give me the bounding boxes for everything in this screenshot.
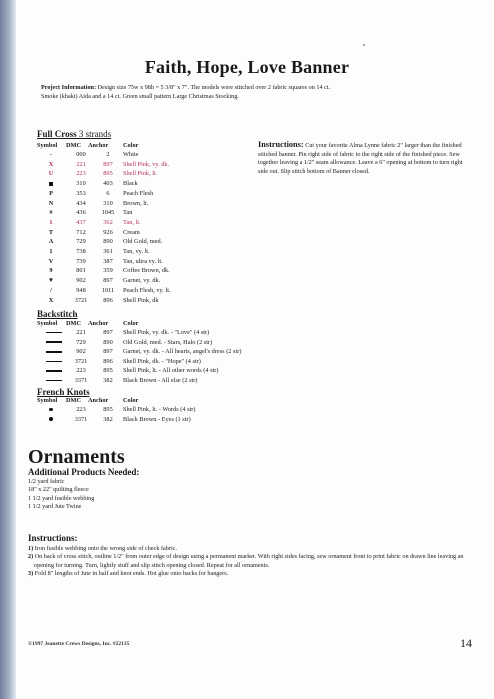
banner-instructions xyxy=(258,141,470,176)
additional-products-list xyxy=(28,478,94,512)
dmc-number: 223 xyxy=(76,406,86,413)
dmc-number: 729 xyxy=(76,238,86,246)
step-number: 1) xyxy=(28,545,34,552)
black-square-icon xyxy=(49,182,53,186)
stitch-symbol: P xyxy=(49,189,53,197)
ornament-instructions-steps xyxy=(28,545,468,579)
banner-instructions-label: Instructions: xyxy=(258,140,304,149)
backstitch-line-icon xyxy=(46,351,62,353)
stitch-symbol xyxy=(37,406,65,414)
anchor-number: 890 xyxy=(103,338,113,346)
additional-products-heading: Additional Products Needed: xyxy=(28,467,140,477)
color-name: Garnet, vy. dk. xyxy=(123,277,161,285)
anchor-number: 387 xyxy=(103,257,113,265)
backstitch-line-icon xyxy=(46,361,62,363)
anchor-number: 896 xyxy=(103,296,113,304)
stitch-symbol: 9 xyxy=(49,267,53,275)
column-header: Symbol xyxy=(37,142,58,149)
dmc-number: 3371 xyxy=(74,415,88,423)
dmc-number: 739 xyxy=(76,257,86,265)
dmc-number: 948 xyxy=(76,286,86,294)
color-name: Shell Pink, lt. xyxy=(123,170,158,178)
anchor-number: 895 xyxy=(103,406,113,413)
stitch-symbol xyxy=(37,377,65,385)
dmc-number: 902 xyxy=(76,277,86,285)
column-header: DMC xyxy=(66,397,82,404)
stitch-symbol: - xyxy=(49,151,53,158)
stitch-symbol: ▼ xyxy=(47,277,55,285)
step-number: 2) xyxy=(28,553,34,561)
color-name: Black xyxy=(123,180,138,188)
banner-instructions-text: Cut your favorite Alma Lynne fabric 2" larger than the finished stitched banner. Pin right side of fabric to the right side of the finished piece. Sew together leaving a 1/2" seam allowance. Leave a 6" opening at bottom to turn right side out. Slip stitch bottom of Banner closed. xyxy=(258,142,463,175)
stitch-symbol: V xyxy=(48,257,54,265)
color-name: Black Brown - All else (2 str) xyxy=(123,377,198,384)
dmc-number: 223 xyxy=(76,170,86,178)
dmc-number: 000 xyxy=(76,151,86,158)
stitch-symbol: / xyxy=(50,286,52,294)
product-item: 18" x 22" quilting fleece xyxy=(28,486,89,494)
anchor-number: 310 xyxy=(103,199,113,207)
stitch-symbol xyxy=(37,339,65,347)
column-header: Anchor xyxy=(88,142,109,149)
column-header: Symbol xyxy=(37,397,58,404)
dmc-number: 3721 xyxy=(74,296,88,304)
anchor-number: 359 xyxy=(103,267,113,275)
stitch-symbol xyxy=(37,358,65,366)
color-name: Tan xyxy=(123,209,133,217)
dmc-number: 223 xyxy=(76,367,86,375)
dmc-number: 437 xyxy=(76,218,86,226)
column-header: DMC xyxy=(66,142,82,149)
scan-speck xyxy=(363,44,365,46)
column-header: Anchor xyxy=(88,397,109,404)
anchor-number: 361 xyxy=(103,248,113,255)
french-knots-heading: French Knots xyxy=(37,387,90,397)
color-name: Shell Pink, vy. dk. xyxy=(123,160,170,168)
color-name: Tan, ultra vy. lt. xyxy=(123,257,163,265)
stitch-symbol xyxy=(37,329,65,337)
anchor-number: 895 xyxy=(103,170,113,178)
color-name: Old Gold, med. - Stars, Halo (2 str) xyxy=(123,338,213,346)
full-cross-heading: Full Cross 3 strands xyxy=(37,129,112,139)
anchor-number: 890 xyxy=(103,238,113,246)
color-name: Tan, lt. xyxy=(123,218,141,226)
stitch-symbol xyxy=(37,416,65,424)
backstitch-line-icon xyxy=(46,341,62,343)
anchor-number: 897 xyxy=(103,329,113,336)
product-item: 1 1/2 yard fusible webbing xyxy=(28,494,95,502)
project-information-text: Design size 75w x 98h = 5 3/8" x 7". The models were stitched over 2 fabric squares on 14 ct. Smoke (khaki) Aida and a 14 ct. Green small pattern Large Christmas Stocking. xyxy=(41,84,331,100)
color-name: Peach Flesh xyxy=(123,189,154,197)
french-knot-dot-icon xyxy=(49,408,53,412)
color-name: Shell Pink, lt. - Words (4 str) xyxy=(123,406,196,413)
color-name: White xyxy=(123,151,139,158)
column-header: Color xyxy=(123,142,139,149)
column-header: DMC xyxy=(66,320,82,327)
step-number: 3) xyxy=(28,570,34,578)
backstitch-heading: Backstitch xyxy=(37,309,78,319)
stitch-symbol: N xyxy=(48,199,54,207)
color-name: Shell Pink, vy. dk. - "Love" (4 str) xyxy=(123,329,210,336)
anchor-number: 897 xyxy=(103,277,113,285)
project-information xyxy=(41,84,331,101)
dmc-number: 3371 xyxy=(74,377,88,384)
page-title: Faith, Hope, Love Banner xyxy=(144,57,350,77)
page-number: 14 xyxy=(460,636,472,650)
backstitch-line-icon xyxy=(46,370,62,372)
color-name: Brown, lt. xyxy=(123,199,149,207)
column-header: Symbol xyxy=(37,320,58,327)
stitch-symbol: 1 xyxy=(49,218,53,226)
page-spine-shadow xyxy=(0,0,16,699)
column-header: Anchor xyxy=(88,320,109,327)
color-name: Shell Pink, dk xyxy=(123,296,159,304)
anchor-number: 897 xyxy=(103,348,113,356)
step-text: Fold 8" lengths of Jute in half and knot ends. Hot glue onto backs for hangers. xyxy=(33,570,229,578)
anchor-number: 1011 xyxy=(101,286,115,294)
dmc-number: 221 xyxy=(76,329,86,336)
dmc-number: 902 xyxy=(76,348,86,356)
anchor-number: 926 xyxy=(103,228,113,236)
stitch-symbol xyxy=(37,348,65,356)
anchor-number: 382 xyxy=(103,377,113,384)
color-name: Shell Pink, lt. - All other words (4 str) xyxy=(123,367,219,375)
stitch-symbol: X xyxy=(48,296,54,304)
anchor-number: 896 xyxy=(103,357,113,365)
step-text: Iron fusible webbing onto the wrong side of check fabric. xyxy=(33,545,177,552)
stitch-symbol: 1 xyxy=(49,248,53,255)
stitch-symbol: A xyxy=(48,238,54,246)
dmc-number: 434 xyxy=(76,199,86,207)
stitch-symbol: # xyxy=(49,209,53,217)
dmc-number: 353 xyxy=(76,189,86,197)
color-name: Cream xyxy=(123,228,140,236)
color-name: Garnet, vy. dk. - All hearts, angel's dress (2 str) xyxy=(123,348,242,356)
dmc-number: 738 xyxy=(76,248,86,255)
product-item: 1 1/2 yard Jute Twine xyxy=(28,503,82,511)
project-information-label: Project Information: xyxy=(41,84,97,91)
step-text: On back of cross stitch, outline 1/2" from outer edge of design using a permanent marker. With right sides facing, sew ornament front to print fabric on drawn line leaving an opening for turning. Turn, lightly stuff and slip stitch opening closed. Repeat for all ornaments. xyxy=(33,553,464,569)
color-name: Black Brown - Eyes (1 str) xyxy=(123,415,191,423)
instruction-step xyxy=(28,545,468,553)
column-header: Color xyxy=(123,397,139,404)
dmc-number: 310 xyxy=(76,180,86,188)
dmc-number: 436 xyxy=(76,209,86,217)
anchor-number: 362 xyxy=(103,218,113,226)
anchor-number: 897 xyxy=(103,160,113,168)
dmc-number: 3721 xyxy=(74,357,88,365)
anchor-number: 6 xyxy=(106,189,110,197)
stitch-symbol xyxy=(37,367,65,375)
backstitch-line-icon xyxy=(46,380,62,382)
dmc-number: 729 xyxy=(76,338,86,346)
instruction-step xyxy=(28,553,468,570)
dmc-number: 801 xyxy=(76,267,86,275)
backstitch-line-icon xyxy=(46,332,62,334)
stitch-symbol: U xyxy=(48,170,54,178)
column-header: Color xyxy=(123,320,139,327)
anchor-number: 2 xyxy=(106,151,110,158)
dmc-number: 712 xyxy=(76,228,86,236)
product-item: 1/2 yard fabric xyxy=(28,478,65,485)
color-name: Peach Flesh, vy. lt. xyxy=(123,286,171,294)
stitch-symbol xyxy=(37,180,65,188)
color-name: Shell Pink, dk. - "Hope" (4 str) xyxy=(123,357,201,365)
anchor-number: 403 xyxy=(103,180,113,188)
stitch-symbol: T xyxy=(48,228,54,236)
anchor-number: 382 xyxy=(103,415,113,423)
dmc-number: 221 xyxy=(76,160,86,168)
ornament-instructions-heading: Instructions: xyxy=(28,533,78,543)
color-name: Tan, vy. lt. xyxy=(123,248,150,255)
color-name: Old Gold, med. xyxy=(123,238,163,246)
ornaments-title: Ornaments xyxy=(28,446,125,468)
stitch-symbol: X xyxy=(48,160,54,168)
french-knot-dot-icon xyxy=(49,417,53,421)
anchor-number: 895 xyxy=(103,367,113,375)
instruction-step xyxy=(28,570,468,578)
color-name: Coffee Brown, dk. xyxy=(123,267,170,275)
anchor-number: 1045 xyxy=(101,209,115,217)
copyright-footer: ©1997 Jeanette Crews Designs, Inc. #22135 xyxy=(28,641,130,647)
